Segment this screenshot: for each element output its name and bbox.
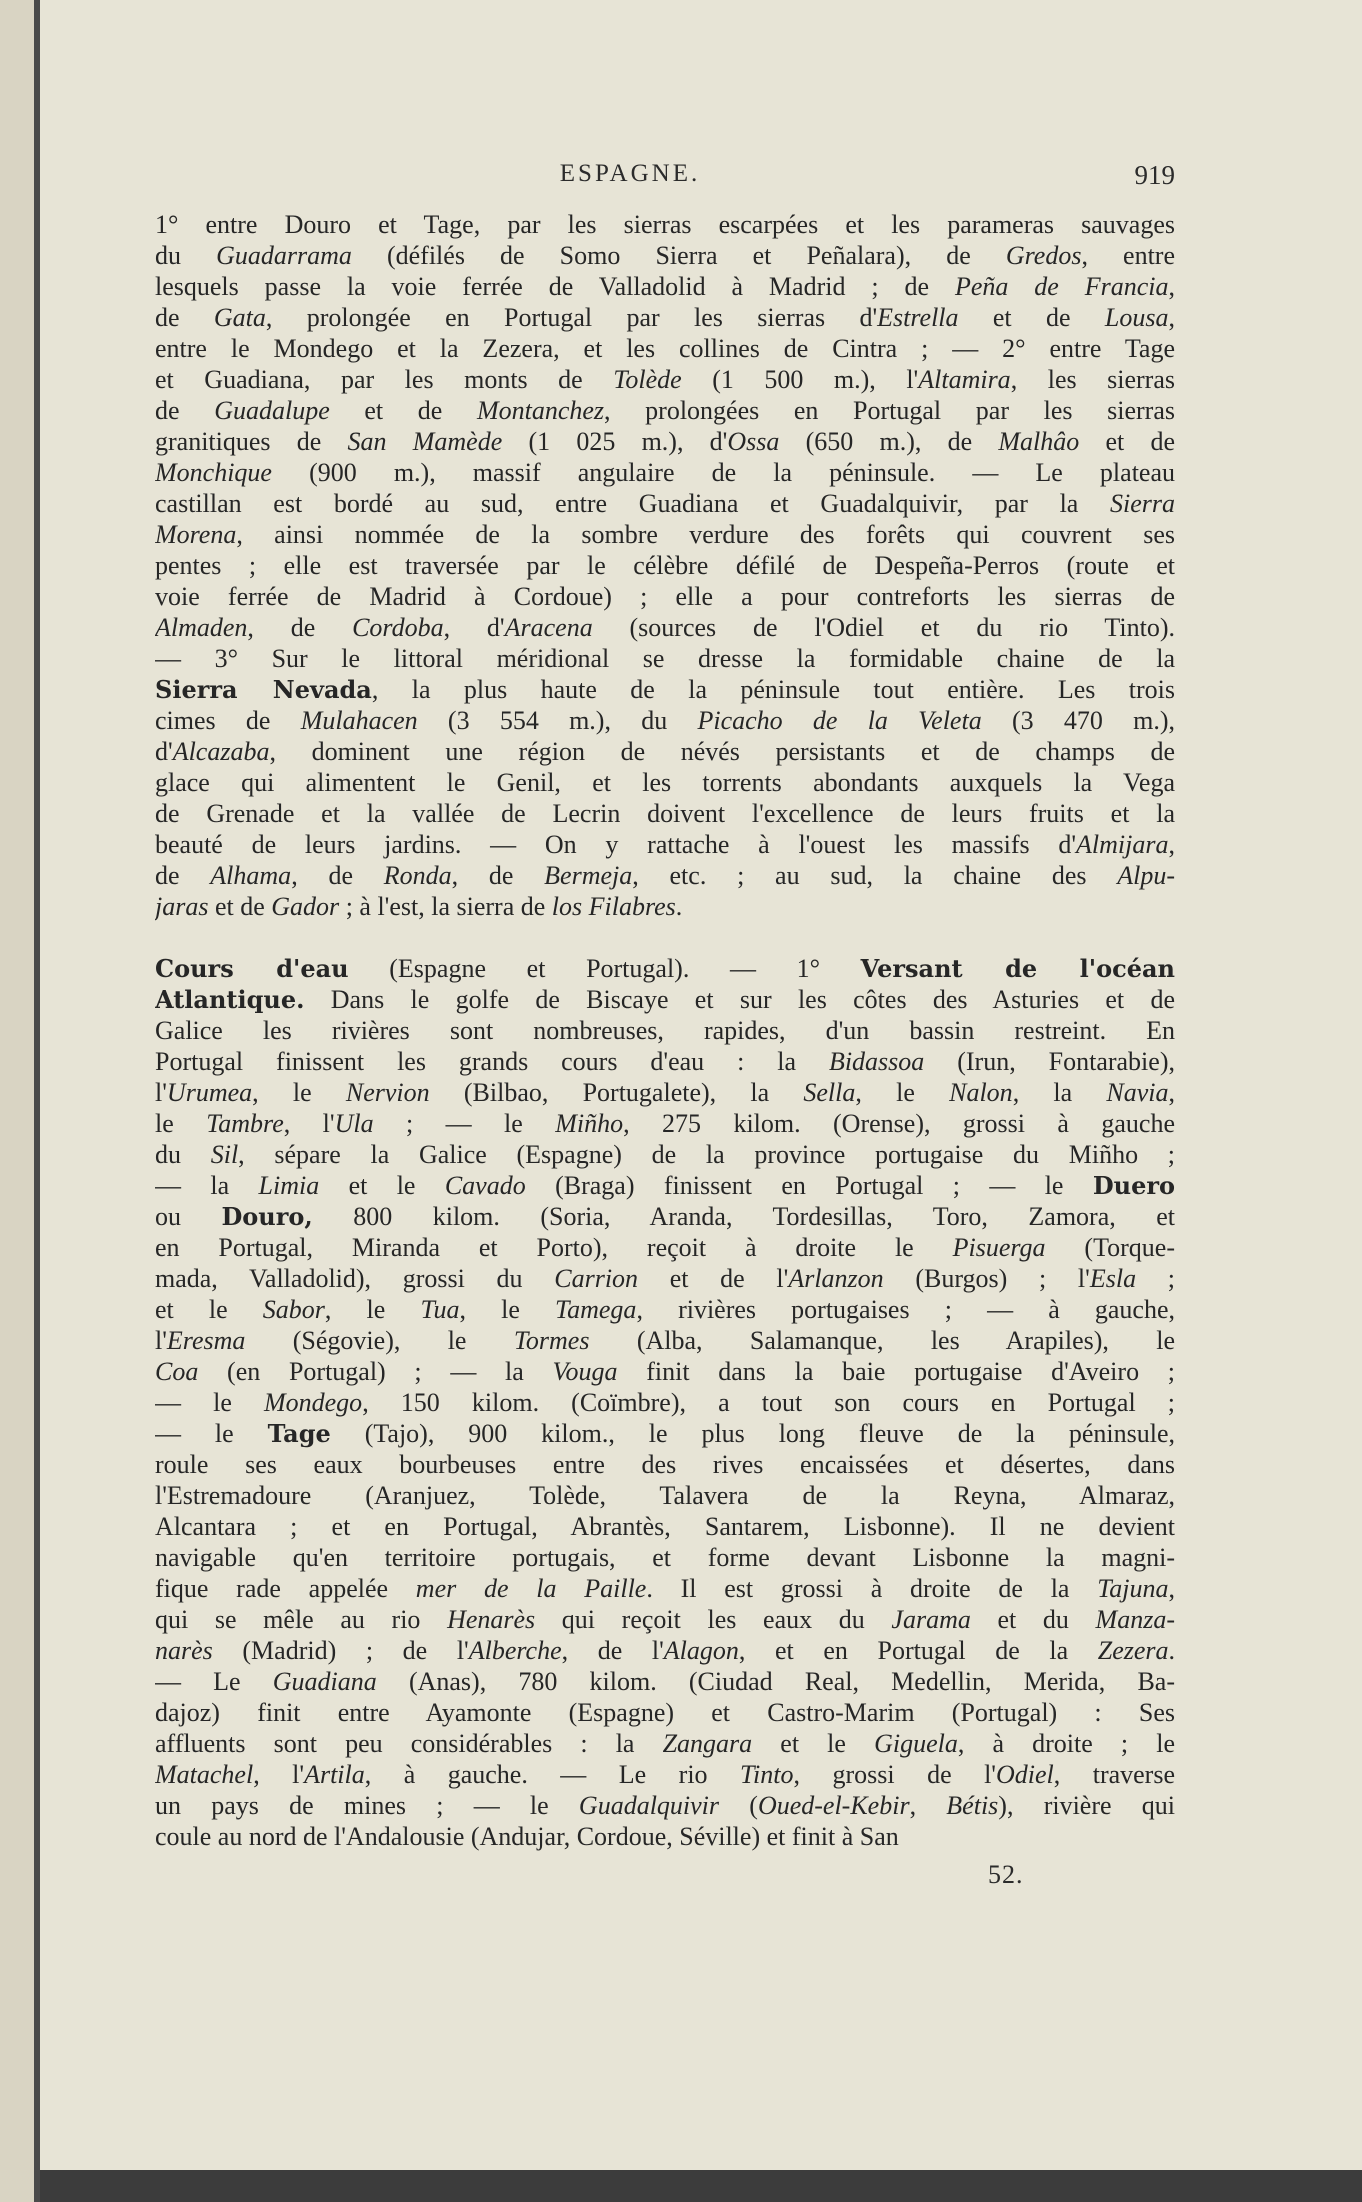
italic-term: Montanchez — [476, 396, 605, 425]
text-line — [155, 1015, 1175, 1046]
italic-term: Alagon — [663, 1636, 739, 1665]
text-segment: et de — [329, 396, 477, 425]
italic-term: Tinto — [740, 1760, 794, 1789]
text-segment: . — [1168, 1636, 1175, 1665]
text-segment: l'Estremadoure (Aranjuez, Tolède, Talavera de la Reyna, Almaraz, — [155, 1481, 1175, 1510]
italic-term: Estrella — [877, 303, 959, 332]
italic-term: Cavado — [444, 1171, 526, 1200]
bold-term: Douro, — [221, 1202, 313, 1231]
text-segment: 800 kilom. (Soria, Aranda, Tordesillas, Toro, Zamora, et — [312, 1202, 1175, 1231]
text-line — [155, 1666, 1175, 1697]
italic-term: Mondego — [263, 1388, 363, 1417]
text-segment: (Bilbao, Portugalete), la — [429, 1078, 804, 1107]
italic-term: Tajuna — [1097, 1574, 1169, 1603]
italic-term: Carrion — [554, 1264, 639, 1293]
text-segment: glace qui alimentent le Genil, et les torrents abondants auxquels la Vega — [155, 768, 1175, 797]
italic-term: Eresma — [166, 1326, 246, 1355]
text-segment: , les sierras — [1010, 365, 1175, 394]
italic-term: Nalon — [949, 1078, 1013, 1107]
text-segment: (Madrid) ; de l' — [212, 1636, 469, 1665]
text-segment: , le — [252, 1078, 346, 1107]
text-segment: , l' — [253, 1760, 305, 1789]
text-segment: , de — [247, 613, 353, 642]
text-segment: et le — [155, 1295, 263, 1324]
text-line — [155, 1139, 1175, 1170]
text-segment: dajoz) finit entre Ayamonte (Espagne) et Castro-Marim (Portugal) : Ses — [155, 1698, 1175, 1727]
italic-term: Morena — [155, 520, 237, 549]
italic-term: Bétis — [946, 1791, 999, 1820]
text-line — [155, 1511, 1175, 1542]
text-line — [155, 1232, 1175, 1263]
text-line — [155, 953, 1175, 984]
text-segment: — le — [155, 1388, 264, 1417]
italic-term: Mulahacen — [300, 706, 418, 735]
italic-term: Cordoba — [352, 613, 444, 642]
text-segment: et le — [319, 1171, 445, 1200]
italic-term: Almaden — [155, 613, 248, 642]
text-segment: — le — [155, 1419, 268, 1448]
italic-term: Ossa — [727, 427, 780, 456]
italic-term: Gata — [213, 303, 266, 332]
text-line — [155, 984, 1175, 1015]
text-segment: (Irun, Fontarabie), — [924, 1047, 1175, 1076]
paragraph-rivers — [155, 953, 1175, 1852]
italic-term: Alberche — [468, 1636, 562, 1665]
bold-term: Tage — [267, 1419, 331, 1448]
text-segment: , entre — [1081, 241, 1175, 270]
text-segment: ; — [1136, 1264, 1175, 1293]
text-segment: ( — [719, 1791, 758, 1820]
text-segment: , le — [324, 1295, 421, 1324]
italic-term: Pisuerga — [952, 1233, 1046, 1262]
italic-term: Vouga — [552, 1357, 618, 1386]
text-segment: d' — [155, 737, 173, 766]
italic-term: Alcazaba — [172, 737, 270, 766]
text-segment: ; — le — [373, 1109, 556, 1138]
text-line — [155, 1759, 1175, 1790]
text-line — [155, 1077, 1175, 1108]
bold-term: Duero — [1092, 1171, 1175, 1200]
text-line — [155, 1418, 1175, 1449]
text-segment: entre le Mondego et la Zezera, et les collines de Cintra ; — 2° entre Tage — [155, 334, 1175, 363]
text-segment: en Portugal, Miranda et Porto), reçoit à droite le — [155, 1233, 953, 1262]
text-line — [155, 1294, 1175, 1325]
italic-term: Gador — [271, 892, 340, 921]
text-segment: granitiques de — [155, 427, 348, 456]
text-segment: (Anas), 780 kilom. (Ciudad Real, Medellin, Merida, Ba- — [376, 1667, 1175, 1696]
bold-term: Versant de l'océan — [860, 954, 1175, 983]
text-segment: qui se mêle au rio — [155, 1605, 448, 1634]
text-segment: — 3° Sur le littoral méridional se dresse la formidable chaine de la — [155, 644, 1175, 673]
text-segment: — Le — [155, 1667, 273, 1696]
text-segment: (Ségovie), le — [245, 1326, 514, 1355]
text-line — [155, 1046, 1175, 1077]
text-segment: , de — [451, 861, 545, 890]
bold-term: Sierra Nevada — [155, 675, 372, 704]
italic-term: Tormes — [513, 1326, 590, 1355]
text-line — [155, 705, 1175, 736]
italic-term: Alhama — [210, 861, 292, 890]
text-line — [155, 891, 1175, 922]
text-line — [155, 488, 1175, 519]
text-segment: , de l' — [561, 1636, 664, 1665]
text-segment: , sépare la Galice (Espagne) de la province portugaise du Miñho ; — [238, 1140, 1175, 1169]
italic-term: Guadalupe — [214, 396, 330, 425]
text-segment: , rivières portugaises ; — à gauche, — [636, 1295, 1175, 1324]
italic-term: Guadalquivir — [578, 1791, 720, 1820]
text-segment: l' — [155, 1326, 167, 1355]
text-segment: , d' — [443, 613, 505, 642]
text-segment: 1° entre Douro et Tage, par les sierras escarpées et les parameras sauvages — [155, 210, 1175, 239]
text-segment: et Guadiana, par les monts de — [155, 365, 614, 394]
text-segment: , le — [459, 1295, 556, 1324]
italic-term: Manza- — [1095, 1605, 1175, 1634]
text-segment: ou — [155, 1202, 222, 1231]
text-segment: , dominent une région de névés persistants et de champs de — [269, 737, 1175, 766]
italic-term: Limia — [258, 1171, 320, 1200]
text-segment: , — [1168, 303, 1175, 332]
text-segment: l' — [155, 1078, 167, 1107]
bold-term: Atlantique. — [155, 985, 305, 1014]
italic-term: Nervion — [345, 1078, 430, 1107]
text-segment: . Il est grossi à droite de la — [646, 1574, 1098, 1603]
text-line — [155, 1480, 1175, 1511]
italic-term: Giguela — [874, 1729, 958, 1758]
text-segment: (en Portugal) ; — la — [198, 1357, 553, 1386]
text-segment: qui reçoit les eaux du — [535, 1605, 892, 1634]
italic-term: Artila — [304, 1760, 365, 1789]
text-line — [155, 581, 1175, 612]
text-line — [155, 333, 1175, 364]
text-segment: , prolongées en Portugal par les sierras — [604, 396, 1175, 425]
text-segment: (3 470 m.), — [981, 706, 1175, 735]
italic-term: Guadiana — [272, 1667, 377, 1696]
text-segment: cimes de — [155, 706, 301, 735]
text-segment: et de l' — [638, 1264, 789, 1293]
text-segment: , ainsi nommée de la sombre verdure des forêts qui couvrent ses — [236, 520, 1175, 549]
text-segment: (1 500 m.), l' — [681, 365, 919, 394]
italic-term: Almijara — [1076, 830, 1169, 859]
text-segment: de Grenade et la vallée de Lecrin doivent l'excellence de leurs fruits et la — [155, 799, 1175, 828]
text-line — [155, 736, 1175, 767]
italic-term: Gredos — [1005, 241, 1082, 270]
text-segment: , grossi de l' — [793, 1760, 996, 1789]
text-line — [155, 457, 1175, 488]
italic-term: Sabor — [262, 1295, 325, 1324]
italic-term: Coa — [155, 1357, 199, 1386]
running-head — [155, 160, 1175, 194]
text-segment: , 275 kilom. (Orense), grossi à gauche — [623, 1109, 1175, 1138]
text-segment: beauté de leurs jardins. — On y rattache à l'ouest les massifs d' — [155, 830, 1077, 859]
text-segment: castillan est bordé au sud, entre Guadiana et Guadalquivir, par la — [155, 489, 1110, 518]
italic-term: Sierra — [1110, 489, 1175, 518]
text-line — [155, 550, 1175, 581]
italic-term: Altamira — [918, 365, 1011, 394]
paragraph-mountains — [155, 209, 1175, 922]
text-segment: fique rade appelée — [155, 1574, 416, 1603]
text-segment: (Espagne et Portugal). — 1° — [348, 954, 861, 983]
italic-term: Jarama — [891, 1605, 971, 1634]
italic-term: Tua — [420, 1295, 460, 1324]
text-segment: , l' — [283, 1109, 335, 1138]
italic-term: Tambre — [206, 1109, 284, 1138]
text-line — [155, 1201, 1175, 1232]
text-segment: et de — [1079, 427, 1175, 456]
italic-term: Tamega — [555, 1295, 637, 1324]
text-line — [155, 612, 1175, 643]
text-segment: de — [155, 396, 215, 425]
italic-term: Malhâo — [998, 427, 1080, 456]
text-segment: Galice les rivières sont nombreuses, rapides, d'un bassin restreint. En — [155, 1016, 1175, 1045]
text-line — [155, 271, 1175, 302]
text-segment: et de — [208, 892, 272, 921]
text-segment: , le — [855, 1078, 950, 1107]
text-segment: ), rivière qui — [998, 1791, 1175, 1820]
text-line — [155, 240, 1175, 271]
italic-term: Ronda — [383, 861, 452, 890]
text-line — [155, 643, 1175, 674]
text-line — [155, 798, 1175, 829]
text-segment: et de — [958, 303, 1105, 332]
text-line — [155, 767, 1175, 798]
italic-term: Sella — [803, 1078, 856, 1107]
text-line — [155, 860, 1175, 891]
italic-term: mer de la Paille — [415, 1574, 647, 1603]
text-segment: de — [155, 861, 211, 890]
text-segment: , — [1168, 830, 1175, 859]
italic-term: Bermeja — [544, 861, 633, 890]
text-segment: coule au nord de l'Andalousie (Andujar, Cordoue, Séville) et finit à San — [155, 1822, 899, 1851]
text-segment: , traverse — [1053, 1760, 1175, 1789]
italic-term: Zangara — [662, 1729, 753, 1758]
italic-term: Alpu- — [1117, 861, 1175, 890]
italic-term: Aracena — [504, 613, 593, 642]
italic-term: Peña de Francia — [954, 272, 1169, 301]
text-line — [155, 1635, 1175, 1666]
text-segment: ; à l'est, la sierra de — [339, 892, 552, 921]
text-segment: (Tajo), 900 kilom., le plus long fleuve de la péninsule, — [330, 1419, 1175, 1448]
italic-term: Ula — [334, 1109, 374, 1138]
text-line — [155, 829, 1175, 860]
italic-term: Monchique — [155, 458, 272, 487]
italic-term: Arlanzon — [788, 1264, 884, 1293]
book-page — [40, 0, 1362, 2170]
page-number: 919 — [1134, 160, 1175, 190]
text-segment: (Alba, Salamanque, les Arapiles), le — [589, 1326, 1175, 1355]
italic-term: narès — [155, 1636, 213, 1665]
text-segment: , — [1168, 1574, 1175, 1603]
text-segment: et le — [752, 1729, 875, 1758]
text-line — [155, 1542, 1175, 1573]
italic-term: Sil — [210, 1140, 239, 1169]
text-segment: (Braga) finissent en Portugal ; — le — [525, 1171, 1093, 1200]
text-segment: . — [675, 892, 683, 921]
text-segment: et du — [970, 1605, 1096, 1634]
text-segment: Portugal finissent les grands cours d'eau : la — [155, 1047, 829, 1076]
italic-term: Picacho de la Veleta — [697, 706, 982, 735]
text-segment: , la — [1012, 1078, 1107, 1107]
text-line — [155, 1387, 1175, 1418]
text-line — [155, 209, 1175, 240]
text-line — [155, 1108, 1175, 1139]
text-segment: mada, Valladolid), grossi du — [155, 1264, 555, 1293]
text-segment: du — [155, 1140, 211, 1169]
italic-term: Guadarrama — [216, 241, 352, 270]
signature-mark: 52. — [988, 1860, 1024, 1889]
italic-term: Tolède — [613, 365, 682, 394]
text-segment: le — [155, 1109, 207, 1138]
text-line — [155, 302, 1175, 333]
text-segment: , — [909, 1791, 947, 1820]
previous-page-edge — [0, 0, 40, 2202]
italic-term: Matachel — [155, 1760, 254, 1789]
running-head-title: ESPAGNE. — [559, 160, 701, 187]
text-segment: lesquels passe la voie ferrée de Valladolid à Madrid ; de — [155, 272, 955, 301]
text-line — [155, 1697, 1175, 1728]
text-segment: , — [1168, 1078, 1175, 1107]
text-segment: (3 554 m.), du — [417, 706, 698, 735]
text-segment: , à droite ; le — [957, 1729, 1175, 1758]
text-segment: (défilés de Somo Sierra et Peñalara), de — [351, 241, 1006, 270]
text-segment: navigable qu'en territoire portugais, et forme devant Lisbonne la magni- — [155, 1543, 1175, 1572]
text-line — [155, 1573, 1175, 1604]
text-segment: de — [155, 303, 214, 332]
text-line — [155, 1821, 1175, 1852]
text-segment: , à gauche. — Le rio — [364, 1760, 741, 1789]
text-segment: finit dans la baie portugaise d'Aveiro ; — [617, 1357, 1175, 1386]
text-line — [155, 364, 1175, 395]
italic-term: Bidassoa — [828, 1047, 925, 1076]
text-line — [155, 1449, 1175, 1480]
text-line — [155, 1356, 1175, 1387]
italic-term: Navia — [1106, 1078, 1169, 1107]
text-segment: (650 m.), de — [779, 427, 999, 456]
text-segment: , — [1168, 272, 1175, 301]
text-segment: , prolongée en Portugal par les sierras d' — [265, 303, 878, 332]
text-segment: (Burgos) ; l' — [883, 1264, 1090, 1293]
text-segment: un pays de mines ; — le — [155, 1791, 579, 1820]
text-segment: — la — [155, 1171, 259, 1200]
italic-term: Miñho — [555, 1109, 624, 1138]
text-segment: affluents sont peu considérables : la — [155, 1729, 663, 1758]
text-segment: voie ferrée de Madrid à Cordoue) ; elle a pour contreforts les sierras de — [155, 582, 1175, 611]
italic-term: Oued-el-Kebir — [757, 1791, 910, 1820]
italic-term: Henarès — [447, 1605, 536, 1634]
text-line — [155, 426, 1175, 457]
text-segment: Dans le golfe de Biscaye et sur les côtes des Asturies et de — [304, 985, 1175, 1014]
text-line — [155, 519, 1175, 550]
text-line — [155, 1170, 1175, 1201]
text-segment: Alcantara ; et en Portugal, Abrantès, Santarem, Lisbonne). Il ne devient — [155, 1512, 1175, 1541]
italic-term: Lousa — [1104, 303, 1169, 332]
text-segment: , de — [291, 861, 384, 890]
text-segment: du — [155, 241, 217, 270]
text-segment: pentes ; elle est traversée par le célèbre défilé de Despeña-Perros (route et — [155, 551, 1175, 580]
italic-term: los Filabres — [551, 892, 676, 921]
text-line — [155, 1604, 1175, 1635]
text-segment: , la plus haute de la péninsule tout entière. Les trois — [371, 675, 1175, 704]
italic-term: Zezera — [1097, 1636, 1169, 1665]
text-line — [155, 674, 1175, 705]
text-line — [155, 395, 1175, 426]
text-segment: (900 m.), massif angulaire de la péninsule. — Le plateau — [271, 458, 1175, 487]
text-line — [155, 1325, 1175, 1356]
text-segment: roule ses eaux bourbeuses entre des rives encaissées et désertes, dans — [155, 1450, 1175, 1479]
italic-term: Odiel — [995, 1760, 1054, 1789]
text-line — [155, 1263, 1175, 1294]
italic-term: jaras — [155, 892, 209, 921]
bold-term: Cours d'eau — [155, 954, 349, 983]
text-line — [155, 1728, 1175, 1759]
text-segment: (sources de l'Odiel et du rio Tinto). — [592, 613, 1175, 642]
text-segment: (Torque- — [1045, 1233, 1175, 1262]
italic-term: Urumea — [166, 1078, 253, 1107]
text-segment: , et en Portugal de la — [738, 1636, 1098, 1665]
italic-term: Esla — [1089, 1264, 1137, 1293]
italic-term: San Mamède — [347, 427, 503, 456]
text-line — [155, 1790, 1175, 1821]
text-segment: , 150 kilom. (Coïmbre), a tout son cours en Portugal ; — [362, 1388, 1175, 1417]
text-segment: (1 025 m.), d' — [502, 427, 728, 456]
text-segment: , etc. ; au sud, la chaine des — [632, 861, 1118, 890]
